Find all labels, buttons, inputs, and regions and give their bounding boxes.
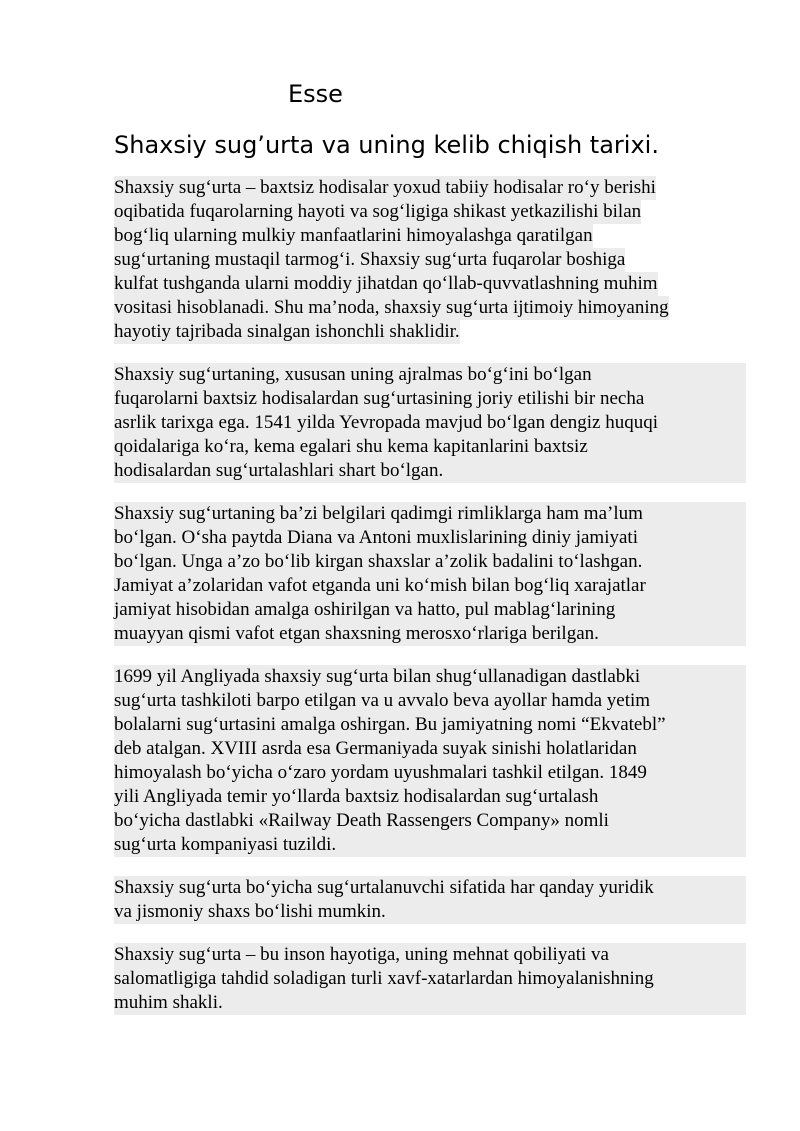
text-line: Shaxsiy sug‘urta bo‘yicha sug‘urtalanuvchi sifatida har qanday yuridik [114, 876, 746, 900]
text-line: asrlik tarixga ega. 1541 yilda Yevropada mavjud bo‘lgan dengiz huquqi [114, 411, 746, 435]
text-line: vositasi hisoblanadi. Shu ma’noda, shaxsiy sug‘urta ijtimoiy himoyaning [114, 297, 669, 318]
text-line: oqibatida fuqarolarning hayoti va sog‘ligiga shikast yetkazilishi bilan [114, 201, 642, 222]
text-line: bolalarni sug‘urtasini amalga oshirgan. Bu jamiyatning nomi “Ekvatebl” [114, 713, 746, 737]
document-heading: Esse [288, 80, 343, 108]
paragraph-3 [114, 502, 746, 646]
text-line: va jismoniy shaxs bo‘lishi mumkin. [114, 900, 746, 924]
text-line: sug‘urta kompaniyasi tuzildi. [114, 833, 746, 857]
paragraph-2 [114, 363, 746, 483]
text-line: fuqarolarni baxtsiz hodisalardan sug‘urtasining joriy etilishi bir necha [114, 387, 746, 411]
text-line: 1699 yil Angliyada shaxsiy sug‘urta bilan shug‘ullanadigan dastlabki [114, 665, 746, 689]
text-line: sug‘urtaning mustaqil tarmog‘i. Shaxsiy sug‘urta fuqarolar boshiga [114, 249, 626, 270]
text-line: yili Angliyada temir yo‘llarda baxtsiz hodisalardan sug‘urtalash [114, 785, 746, 809]
text-line: muayyan qismi vafot etgan shaxsning merosxo‘rlariga berilgan. [114, 622, 746, 646]
text-line: qoidalariga ko‘ra, kema egalari shu kema kapitanlarini baxtsiz [114, 435, 746, 459]
text-line: Shaxsiy sug‘urtaning ba’zi belgilari qadimgi rimliklarga ham ma’lum [114, 502, 746, 526]
text-line: bo‘lgan. Unga a’zo bo‘lib kirgan shaxslar a’zolik badalini to‘lashgan. [114, 550, 746, 574]
text-line: hayotiy tajribada sinalgan ishonchli shaklidir. [114, 321, 460, 342]
text-line: Shaxsiy sug‘urta – bu inson hayotiga, uning mehnat qobiliyati va [114, 943, 746, 967]
text-line: bo‘yicha dastlabki «Railway Death Rassengers Company» nomli [114, 809, 746, 833]
text-line: kulfat tushganda ularni moddiy jihatdan qo‘llab-quvvatlashning muhim [114, 273, 658, 294]
document-title: Shaxsiy sug’urta va uning kelib chiqish tarixi. [114, 131, 659, 159]
text-line: sug‘urta tashkiloti barpo etilgan va u avvalo beva ayollar hamda yetim [114, 689, 746, 713]
text-line: salomatligiga tahdid soladigan turli xavf-xatarlardan himoyalanishning [114, 967, 746, 991]
text-line: bog‘liq ularning mulkiy manfaatlarini himoyalashga qaratilgan [114, 225, 593, 246]
text-line: Shaxsiy sug‘urta – baxtsiz hodisalar yoxud tabiiy hodisalar ro‘y berishi [114, 177, 656, 198]
text-line: hodisalardan sug‘urtalashlari shart bo‘lgan. [114, 459, 746, 483]
text-line: Shaxsiy sug‘urtaning, xususan uning ajralmas bo‘g‘ini bo‘lgan [114, 363, 746, 387]
text-line: jamiyat hisobidan amalga oshirilgan va hatto, pul mablag‘larining [114, 598, 746, 622]
text-line: Jamiyat a’zolaridan vafot etganda uni ko‘mish bilan bog‘liq xarajatlar [114, 574, 746, 598]
text-line: bo‘lgan. O‘sha paytda Diana va Antoni muxlislarining diniy jamiyati [114, 526, 746, 550]
paragraph-4 [114, 665, 746, 857]
paragraph-1 [114, 176, 746, 344]
text-line: muhim shakli. [114, 991, 746, 1015]
text-line: himoyalash bo‘yicha o‘zaro yordam uyushmalari tashkil etilgan. 1849 [114, 761, 746, 785]
paragraph-5 [114, 876, 746, 924]
document-body [114, 176, 746, 1034]
text-line: deb atalgan. XVIII asrda esa Germaniyada suyak sinishi holatlaridan [114, 737, 746, 761]
paragraph-6 [114, 943, 746, 1015]
